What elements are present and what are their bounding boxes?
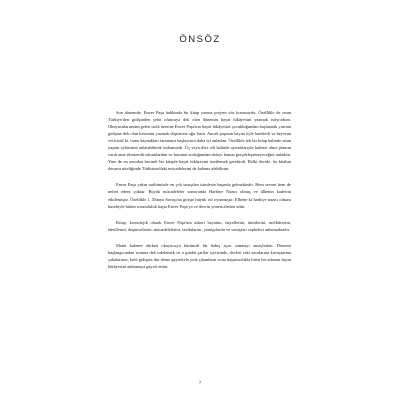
preface-body [108, 109, 291, 279]
paragraph-3: Kitap, kronolojik olarak Enver Paşa'nın askerî hayatını, hayallerini, ümitlerini, mefkûresini, ideallerini, düşüncelerini, mücadelelerini, sevdalarını, yanılgılarını ve savaşları cepheleri anlatmaktadır. [108, 219, 291, 232]
paragraph-2: Enver Paşa yakın tarihimizde en çok tartışılan isimlerin başında gelmektedir. Hem seveni hem de nefret edeni çoktur. Büyük mücadeleler sonucunda Harbiye Nazırı olmuş ve ülkenin kaderini etkilemiştir. Özellikle 1. Dünya Savaşı'na girişte büyük rol oynamıştır. Elbette ki harbiye nazırı olması hasebiyle bütün sorumluluk başta Enver Paşa'ya ve devrin yöneticilerine aittir. [108, 182, 291, 209]
page-number: 7 [198, 380, 202, 385]
paragraph-1: Son dönemde, Enver Paşa hakkında bir kitap yazma projem söz konusuydu. Özellikle de onun Türkiye'den gidişinden şehit oluncaya dek olan dönemin hayat hikâyesini yazmak istiyordum. Okuyucularımdan gelen istek üzerine Enver Paşa'nın hayat hikâyesini çocukluğundan başlatarak yurttan gidişine dek olan kesimini yazmak düşüncesi ağır bastı. Ancak paşanın hayatı öyle hareketli ve heyecan vericiydi ki, bunu kaynakları taramaya başlayınca daha iyi anladım. Özellikle tek bir kitap halinde onun yaşam öyküsünü anlatabilmek imkansızdı. Üç veya dört cilt halinde ayrıntılarıyla kaleme alma planım vardı ama ekonomik sıkıntılardan ve basımın zorluğundan dolayı bunun gerçekleşemeyeceğini anladım. Yine de en azından hacimli bir kitapla hayat hikâyesini özetlemek gerekirdi. Belki ileride, bu kitabın devamı niteliğinde Türkistan'daki mücadelesini de kaleme alabilirim. [108, 110, 291, 172]
paragraph-4: Metni kaleme alırken okuyucuya bütüncül bir bakış açısı sunmayı amaçladım. Dönemi başlangıcından sonuna dek irdelemek ve o günkü şartlar içerisinde, devleti eski sınırlarına kavuşturma çabalarının, kötü gidişata dur deme gayretiyle yola çıkanların sonu başarısızlıkla biten bir adamın hayat hikâyesini anlatmaya gayret ettim. [108, 242, 291, 269]
page-title: ÖNSÖZ [179, 34, 221, 45]
